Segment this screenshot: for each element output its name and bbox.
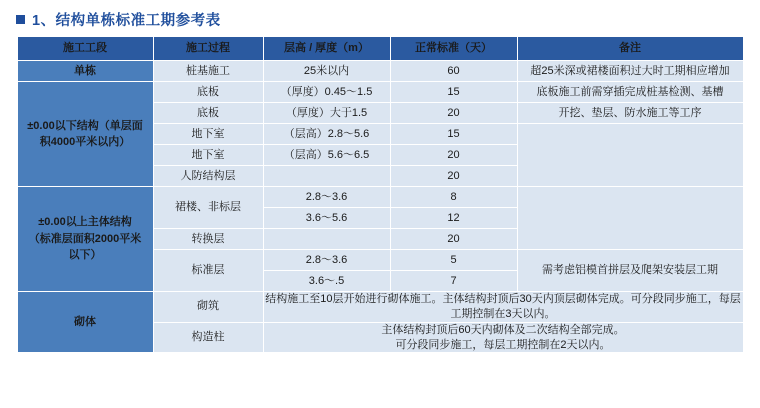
process-cell: 裙楼、非标层 — [153, 187, 263, 229]
days-cell: 60 — [390, 61, 517, 82]
table-row — [17, 187, 743, 208]
remark-cell-empty — [517, 124, 743, 187]
height-cell: （厚度）0.45～1.5 — [263, 82, 390, 103]
days-cell: 20 — [390, 229, 517, 250]
days-cell: 20 — [390, 103, 517, 124]
description-line-2: 可分段同步施工，每层工期控制在2天以内。 — [395, 338, 611, 351]
days-cell: 12 — [390, 208, 517, 229]
description-cell: 结构施工至10层开始进行砌体施工。主体结构封顶后30天内顶层砌体完成。可分段同步施工，每层工期控制在3天以内。 — [263, 292, 743, 323]
remark-cell: 底板施工前需穿插完成桩基检测、基槽 — [517, 82, 743, 103]
table-row — [17, 292, 743, 323]
days-cell: 20 — [390, 145, 517, 166]
stage-line-2: （标准层面积2000平米 — [28, 232, 142, 245]
height-cell — [263, 166, 390, 187]
remark-cell: 开挖、垫层、防水施工等工序 — [517, 103, 743, 124]
process-cell: 人防结构层 — [153, 166, 263, 187]
days-cell: 7 — [390, 271, 517, 292]
page-title-text: 1、结构单栋标准工期参考表 — [32, 13, 221, 29]
days-cell: 20 — [390, 166, 517, 187]
process-cell: 标准层 — [153, 250, 263, 292]
description-cell — [263, 322, 743, 353]
title-bullet-icon — [16, 15, 25, 24]
process-cell: 地下室 — [153, 145, 263, 166]
days-cell: 8 — [390, 187, 517, 208]
process-cell: 底板 — [153, 82, 263, 103]
process-cell: 构造柱 — [153, 322, 263, 353]
stage-line-1: ±0.00以下结构（单层面 — [27, 119, 143, 132]
process-cell: 桩基施工 — [153, 61, 263, 82]
stage-cell-below-zero — [17, 82, 153, 187]
stage-line-2: 积4000平米以内） — [39, 136, 131, 148]
height-cell — [263, 229, 390, 250]
height-cell: （厚度）大于1.5 — [263, 103, 390, 124]
table-row — [17, 82, 743, 103]
stage-cell-masonry: 砌体 — [17, 292, 153, 353]
height-cell: （层高）5.6～6.5 — [263, 145, 390, 166]
stage-line-3: 以下） — [68, 249, 102, 262]
height-cell: 2.8～3.6 — [263, 250, 390, 271]
days-cell: 5 — [390, 250, 517, 271]
days-cell: 15 — [390, 124, 517, 145]
height-cell: 25米以内 — [263, 61, 390, 82]
process-cell: 底板 — [153, 103, 263, 124]
process-cell: 砌筑 — [153, 292, 263, 323]
height-cell: 3.6～.5 — [263, 271, 390, 292]
process-cell: 地下室 — [153, 124, 263, 145]
stage-cell-single: 单栋 — [17, 61, 153, 82]
process-cell: 转换层 — [153, 229, 263, 250]
remark-cell-empty — [517, 187, 743, 250]
remark-cell: 需考虑铝模首拼层及爬架安装层工期 — [517, 250, 743, 292]
column-header-days: 正常标准（天） — [390, 37, 517, 61]
column-header-remark: 备注 — [517, 37, 743, 61]
column-header-height: 层高 / 厚度（m） — [263, 37, 390, 61]
stage-line-1: ±0.00以上主体结构 — [38, 216, 132, 229]
height-cell: 2.8～3.6 — [263, 187, 390, 208]
stage-cell-above-zero — [17, 187, 153, 292]
remark-cell: 超25米深或裙楼面积过大时工期相应增加 — [517, 61, 743, 82]
schedule-table — [17, 36, 744, 353]
column-header-process: 施工过程 — [153, 37, 263, 61]
table-header-row — [17, 37, 743, 61]
description-line-1: 主体结构封顶后60天内砌体及二次结构全部完成。 — [381, 323, 625, 336]
height-cell: （层高）2.8～5.6 — [263, 124, 390, 145]
table-row — [17, 61, 743, 82]
height-cell: 3.6～5.6 — [263, 208, 390, 229]
column-header-stage: 施工工段 — [17, 37, 153, 61]
days-cell: 15 — [390, 82, 517, 103]
page-title — [0, 0, 760, 36]
